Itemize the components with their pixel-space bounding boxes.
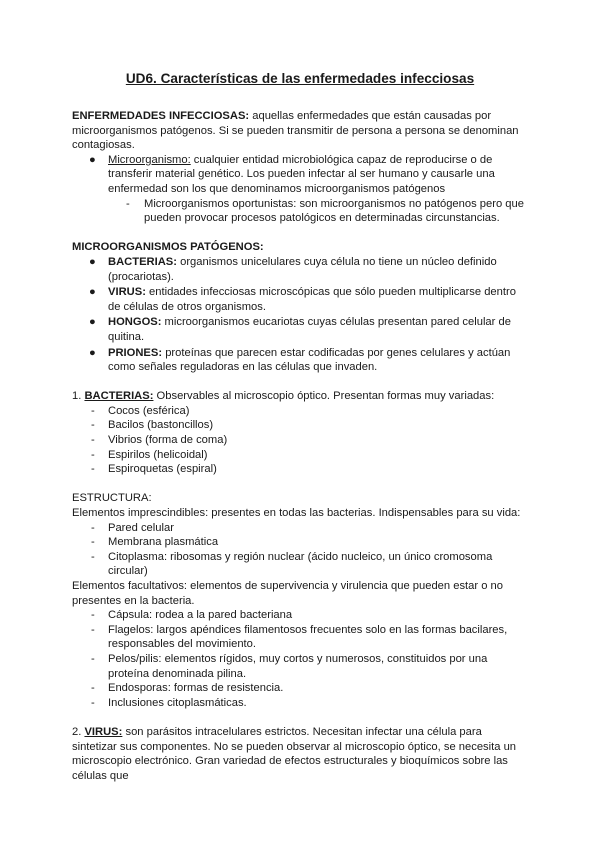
infectious-diseases-paragraph (72, 109, 528, 153)
bacteria-text: organismos unicelulares cuya célula no tiene un núcleo definido (procariotas). (108, 255, 497, 283)
dash-icon: - (91, 521, 95, 534)
list-item-text: Pared celular (108, 521, 174, 534)
list-item (72, 681, 528, 696)
bullet-icon: ● (89, 346, 96, 359)
dash-icon: - (91, 463, 95, 476)
list-item-text: Membrana plasmática (108, 536, 219, 549)
dash-icon: - (91, 404, 95, 417)
list-item-text: Espirilos (helicoidal) (108, 448, 208, 461)
microorganism-text: cualquier entidad microbiológica capaz de reproducirse o de transferir material genético. Los pueden infectar al ser humano y causarle una enfermedad son los que denominamos microorganismos patógenos (108, 153, 495, 195)
list-item (72, 197, 528, 226)
dash-icon: - (91, 652, 95, 665)
pathogens-heading-text: MICROORGANISMOS PATÓGENOS: (72, 241, 264, 254)
essential-elements-text: Elementos imprescindibles: presentes en todas las bacterias. Indispensables para su vida: (72, 507, 521, 520)
list-item-text: Espiroquetas (espiral) (108, 463, 217, 476)
list-item (72, 462, 528, 477)
list-item (72, 623, 528, 652)
dash-icon: - (91, 609, 95, 622)
infectious-diseases-heading: ENFERMEDADES INFECCIOSAS: (72, 110, 250, 122)
list-item (72, 550, 528, 579)
dash-icon: - (91, 536, 95, 549)
dash-icon: - (91, 448, 95, 461)
infectious-diseases-text: aquellas enfermedades que están causadas por microorganismos patógenos. Si se pueden transmitir de persona a persona se denominan contagiosas. (72, 110, 519, 152)
list-item (72, 696, 528, 711)
pathogens-heading (72, 240, 528, 255)
list-item (72, 404, 528, 419)
bacteria-term: BACTERIAS: (108, 255, 177, 268)
list-item (72, 433, 528, 448)
list-item-text: Citoplasma: ribosomas y región nuclear (ácido nucleico, un único cromosoma circular) (108, 550, 493, 578)
list-item (72, 255, 528, 284)
fungi-term: HONGOS: (108, 316, 162, 329)
list-item (72, 315, 528, 344)
virus-section-text: son parásitos intracelulares estrictos. Necesitan infectar una célula para sintetizar sus componentes. No se pueden observar al microscopio óptico, se necesita un microscopio electrónico. Gran variedad de efectos estructurales y bioquímicos sobre las células que (72, 725, 517, 782)
list-item-text: Bacilos (bastoncillos) (108, 419, 214, 432)
list-item (72, 285, 528, 314)
list-item-text: Inclusiones citoplasmáticas. (108, 696, 247, 709)
virus-section-paragraph (72, 725, 528, 783)
prions-text: proteínas que parecen estar codificadas por genes celulares y actúan como señales reguladoras en las células que invaden. (108, 346, 511, 374)
section-number: 1. (72, 390, 85, 403)
bacteria-section-term: BACTERIAS: (84, 390, 154, 403)
list-item-text: Flagelos: largos apéndices filamentosos frecuentes solo en las formas bacilares, responsables del movimiento. (108, 623, 508, 651)
list-item (72, 346, 528, 375)
list-item (72, 521, 528, 536)
pathogens-list (72, 255, 528, 375)
opportunistic-text: Microorganismos oportunistas: son microorganismos no patógenos pero que pueden provocar procesos patológicos en determinadas circunstancias. (144, 197, 524, 225)
dash-icon: - (126, 197, 130, 210)
list-item-text: Cápsula: rodea a la pared bacteriana (108, 609, 293, 622)
dash-icon: - (91, 682, 95, 695)
section-number: 2. (72, 725, 85, 738)
list-item (72, 418, 528, 433)
bacteria-shapes-list (72, 404, 528, 477)
list-item (72, 652, 528, 681)
list-item (72, 535, 528, 550)
dash-icon: - (91, 696, 95, 709)
dash-icon: - (91, 419, 95, 432)
bacteria-section-text: Observables al microscopio óptico. Presentan formas muy variadas: (153, 390, 495, 403)
prions-term: PRIONES: (108, 346, 163, 359)
list-item (72, 153, 528, 197)
document-body (72, 109, 528, 783)
essential-elements-list (72, 521, 528, 579)
virus-text: entidades infecciosas microscópicas que sólo pueden multiplicarse dentro de células de otros organismos. (108, 286, 516, 313)
list-item-text: Endosporas: formas de resistencia. (108, 682, 284, 695)
bacteria-section-intro (72, 389, 528, 404)
list-item-text: Vibrios (forma de coma) (108, 434, 228, 447)
bullet-icon: ● (89, 286, 96, 299)
bullet-icon: ● (89, 153, 96, 166)
dash-icon: - (91, 550, 95, 563)
list-item (72, 608, 528, 623)
page-title: UD6. Características de las enfermedades infecciosas (125, 71, 475, 86)
virus-term: VIRUS: (108, 286, 146, 299)
list-item-text: Pelos/pilis: elementos rígidos, muy cortos y numerosos, constituidos por una proteína denominada pilina. (108, 652, 488, 680)
structure-heading: ESTRUCTURA: (72, 492, 152, 505)
virus-section-term: VIRUS: (84, 725, 123, 738)
dash-icon: - (91, 623, 95, 636)
list-item-text: Cocos (esférica) (108, 404, 190, 417)
microorganism-term: Microorganismo: (108, 153, 191, 166)
bullet-icon: ● (89, 316, 96, 329)
dash-icon: - (91, 434, 95, 447)
optional-elements-list (72, 608, 528, 710)
infectious-diseases-list (72, 153, 528, 197)
bullet-icon: ● (89, 255, 96, 268)
microorganism-sub-list (72, 197, 528, 226)
list-item (72, 448, 528, 463)
fungi-text: microorganismos eucariotas cuyas células presentan pared celular de quitina. (108, 316, 511, 343)
optional-elements-text: Elementos facultativos: elementos de supervivencia y virulencia que pueden estar o no presentes en la bacteria. (72, 580, 503, 607)
